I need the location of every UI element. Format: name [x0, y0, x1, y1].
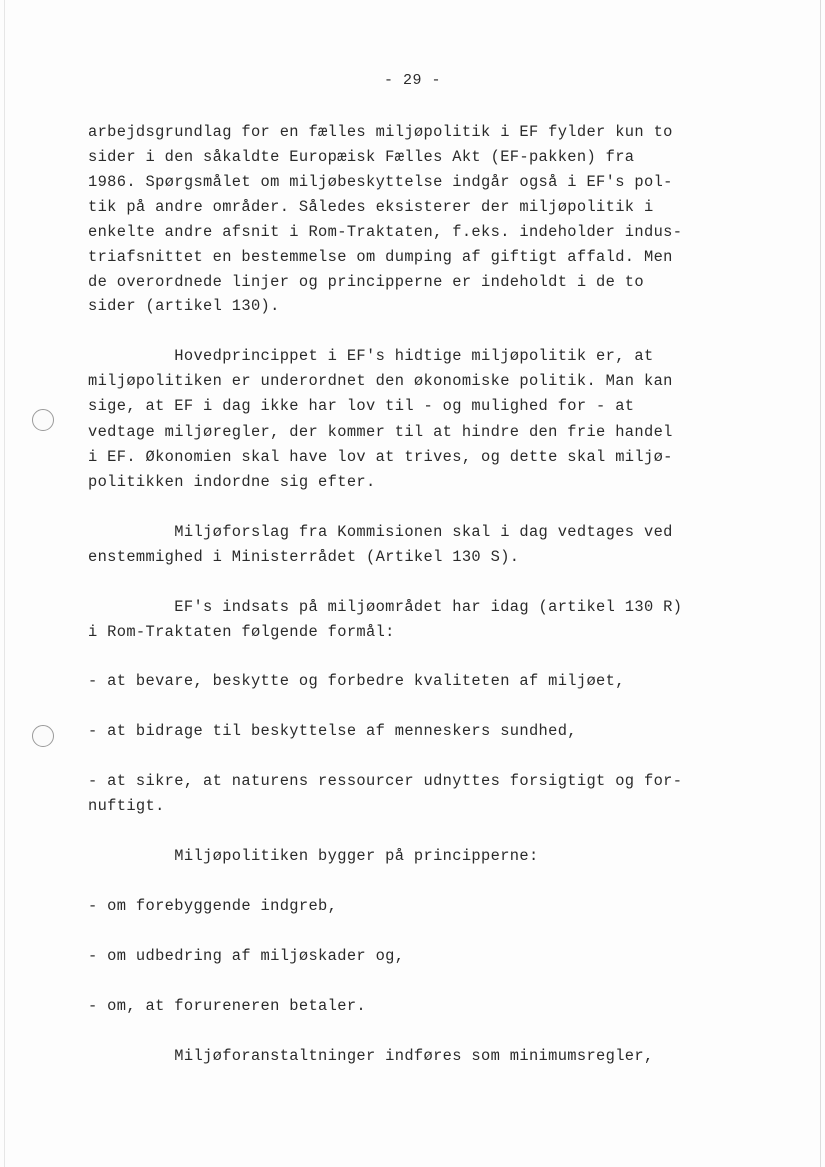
text-line: EF's indsats på miljøområdet har idag (artikel 130 R) [88, 598, 683, 616]
page-edge-right [820, 0, 821, 1167]
text-line: sider (artikel 130). [88, 297, 280, 315]
text-line: triafsnittet en bestemmelse om dumping af giftigt affald. Men [88, 248, 673, 266]
text-line: - om, at forureneren betaler. [88, 997, 366, 1015]
punch-hole-icon [32, 409, 54, 431]
punch-hole-icon [32, 725, 54, 747]
text-line: Hovedprincippet i EF's hidtige miljøpolitik er, at [88, 347, 654, 365]
page-edge-left [4, 0, 5, 1167]
text-line: - om udbedring af miljøskader og, [88, 947, 405, 965]
text-line: Miljøpolitiken bygger på principperne: [88, 847, 539, 865]
text-line: - at bevare, beskytte og forbedre kvaliteten af miljøet, [88, 672, 625, 690]
text-line: sige, at EF i dag ikke har lov til - og mulighed for - at [88, 397, 635, 415]
text-line: - at sikre, at naturens ressourcer udnyttes forsigtigt og for- [88, 772, 683, 790]
text-line: politikken indordne sig efter. [88, 473, 376, 491]
text-line: nuftigt. [88, 797, 165, 815]
text-line: tik på andre områder. Således eksisterer der miljøpolitik i [88, 198, 654, 216]
text-line: de overordnede linjer og principperne er indeholdt i de to [88, 273, 644, 291]
text-line: Miljøforanstaltninger indføres som minimumsregler, [88, 1047, 654, 1065]
text-line: miljøpolitiken er underordnet den økonomiske politik. Man kan [88, 372, 673, 390]
text-line: 1986. Spørgsmålet om miljøbeskyttelse indgår også i EF's pol- [88, 173, 673, 191]
text-line: enkelte andre afsnit i Rom-Traktaten, f.eks. indeholder indus- [88, 223, 683, 241]
text-line: - om forebyggende indgreb, [88, 897, 338, 915]
text-line: Miljøforslag fra Kommisionen skal i dag vedtages ved [88, 523, 673, 541]
text-line: sider i den såkaldte Europæisk Fælles Akt (EF-pakken) fra [88, 148, 635, 166]
text-line: arbejdsgrundlag for en fælles miljøpolitik i EF fylder kun to [88, 123, 673, 141]
text-line: vedtage miljøregler, der kommer til at hindre den frie handel [88, 423, 673, 441]
text-line: i EF. Økonomien skal have lov at trives, og dette skal miljø- [88, 448, 673, 466]
page-number: - 29 - [383, 72, 441, 89]
text-line: enstemmighed i Ministerrådet (Artikel 130 S). [88, 548, 520, 566]
text-line: i Rom-Traktaten følgende formål: [88, 623, 395, 641]
text-line: - at bidrage til beskyttelse af menneskers sundhed, [88, 722, 577, 740]
